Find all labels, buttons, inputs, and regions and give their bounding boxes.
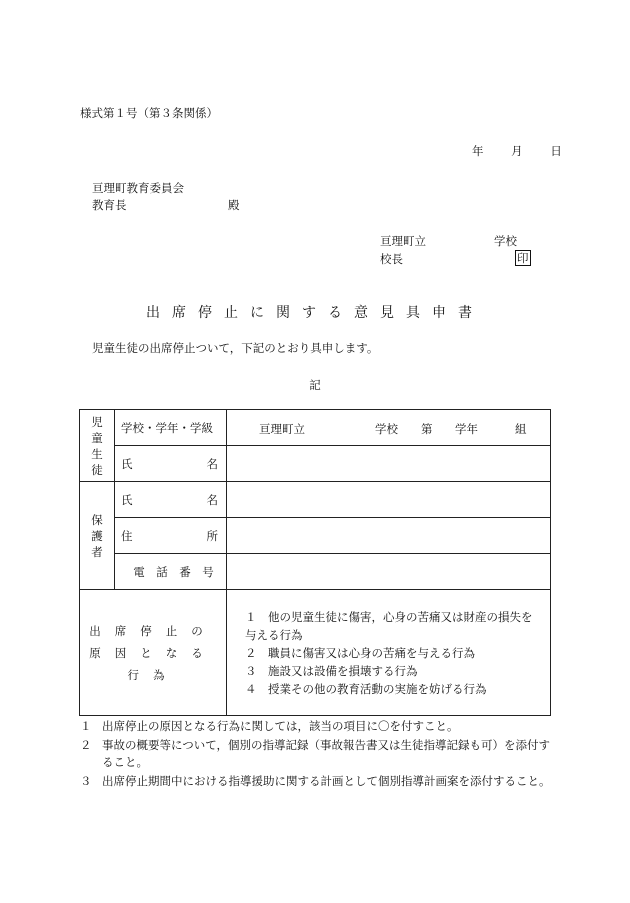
reason-list bbox=[227, 590, 551, 716]
intro-text: 児童生徒の出席停止ついて，下記のとおり具申します。 bbox=[92, 341, 379, 355]
vertical-label-char: 者 bbox=[91, 544, 103, 559]
guardian-address-field[interactable] bbox=[227, 518, 551, 554]
document-title: 出席停止に関する意見具申書 bbox=[146, 305, 484, 321]
application-table bbox=[79, 409, 551, 716]
student-name-label: 氏 名 bbox=[115, 446, 227, 482]
school-value-dai: 第 bbox=[421, 422, 433, 436]
vertical-label-char: 童 bbox=[91, 430, 103, 445]
date-day: 日 bbox=[550, 144, 562, 158]
ki-heading: 記 bbox=[309, 378, 321, 392]
school-value-grade: 学年 bbox=[455, 422, 478, 436]
school-value-cell[interactable] bbox=[227, 410, 551, 446]
sender-school-prefix: 亘理町立 bbox=[380, 234, 426, 248]
date-line bbox=[472, 143, 562, 159]
school-value-prefix: 亘理町立 bbox=[259, 422, 305, 436]
reason-item[interactable]: ２ 職員に傷害又は心身の苦痛を与える行為 bbox=[245, 645, 475, 660]
reason-item[interactable]: ４ 授業その他の教育活動の実施を妨げる行為 bbox=[245, 681, 487, 696]
sender-school-suffix: 学校 bbox=[494, 234, 517, 248]
vertical-label-char: 生 bbox=[91, 446, 103, 461]
date-year: 年 bbox=[472, 144, 484, 158]
addressee-org: 亘理町教育委員会 bbox=[92, 181, 184, 195]
reason-item[interactable]: １ 他の児童生徒に傷害，心身の苦痛又は財産の損失を与える行為 bbox=[245, 609, 533, 642]
guardian-phone-label: 電 話 番 号 bbox=[115, 554, 227, 590]
guardian-name-field[interactable] bbox=[227, 482, 551, 518]
guardian-name-label: 氏 名 bbox=[115, 482, 227, 518]
date-month: 月 bbox=[511, 144, 523, 158]
guardian-phone-field[interactable] bbox=[227, 554, 551, 590]
vertical-label-char: 保 bbox=[91, 512, 103, 527]
student-name-field[interactable] bbox=[227, 446, 551, 482]
note-1: １ 出席停止の原因となる行為に関しては，該当の項目に〇を付すこと。 bbox=[80, 719, 459, 733]
student-group-label bbox=[80, 410, 115, 482]
sender-school-line bbox=[380, 233, 517, 249]
seal-stamp: 印 bbox=[517, 251, 529, 265]
vertical-label-char: 護 bbox=[91, 528, 103, 543]
school-value-school: 学校 bbox=[375, 422, 398, 436]
addressee-suffix: 殿 bbox=[228, 198, 240, 212]
vertical-label-char: 児 bbox=[91, 414, 103, 429]
form-number: 様式第１号（第３条関係） bbox=[80, 106, 218, 120]
guardian-group-label bbox=[80, 482, 115, 590]
vertical-label-char: 徒 bbox=[91, 462, 103, 477]
reason-item[interactable]: ３ 施設又は設備を損壊する行為 bbox=[245, 663, 418, 678]
guardian-address-label: 住 所 bbox=[115, 518, 227, 554]
reason-label: 出席停止の 原因となる行為 bbox=[80, 590, 227, 716]
school-label-cell: 学校・学年・学級 bbox=[115, 410, 227, 446]
note-2: ２ 事故の概要等について，個別の指導記録（事故報告書又は生徒指導記録も可）を添付す bbox=[80, 738, 551, 752]
note-3: ３ 出席停止期間中における指導援助に関する計画として個別指導計画案を添付すること。 bbox=[80, 774, 551, 788]
note-2-cont: ること。 bbox=[102, 755, 148, 769]
addressee-title: 教育長 bbox=[92, 198, 127, 212]
sender-principal-line bbox=[380, 251, 529, 267]
sender-title: 校長 bbox=[380, 252, 403, 266]
school-value-class: 組 bbox=[515, 422, 527, 436]
addressee-line bbox=[92, 197, 240, 213]
